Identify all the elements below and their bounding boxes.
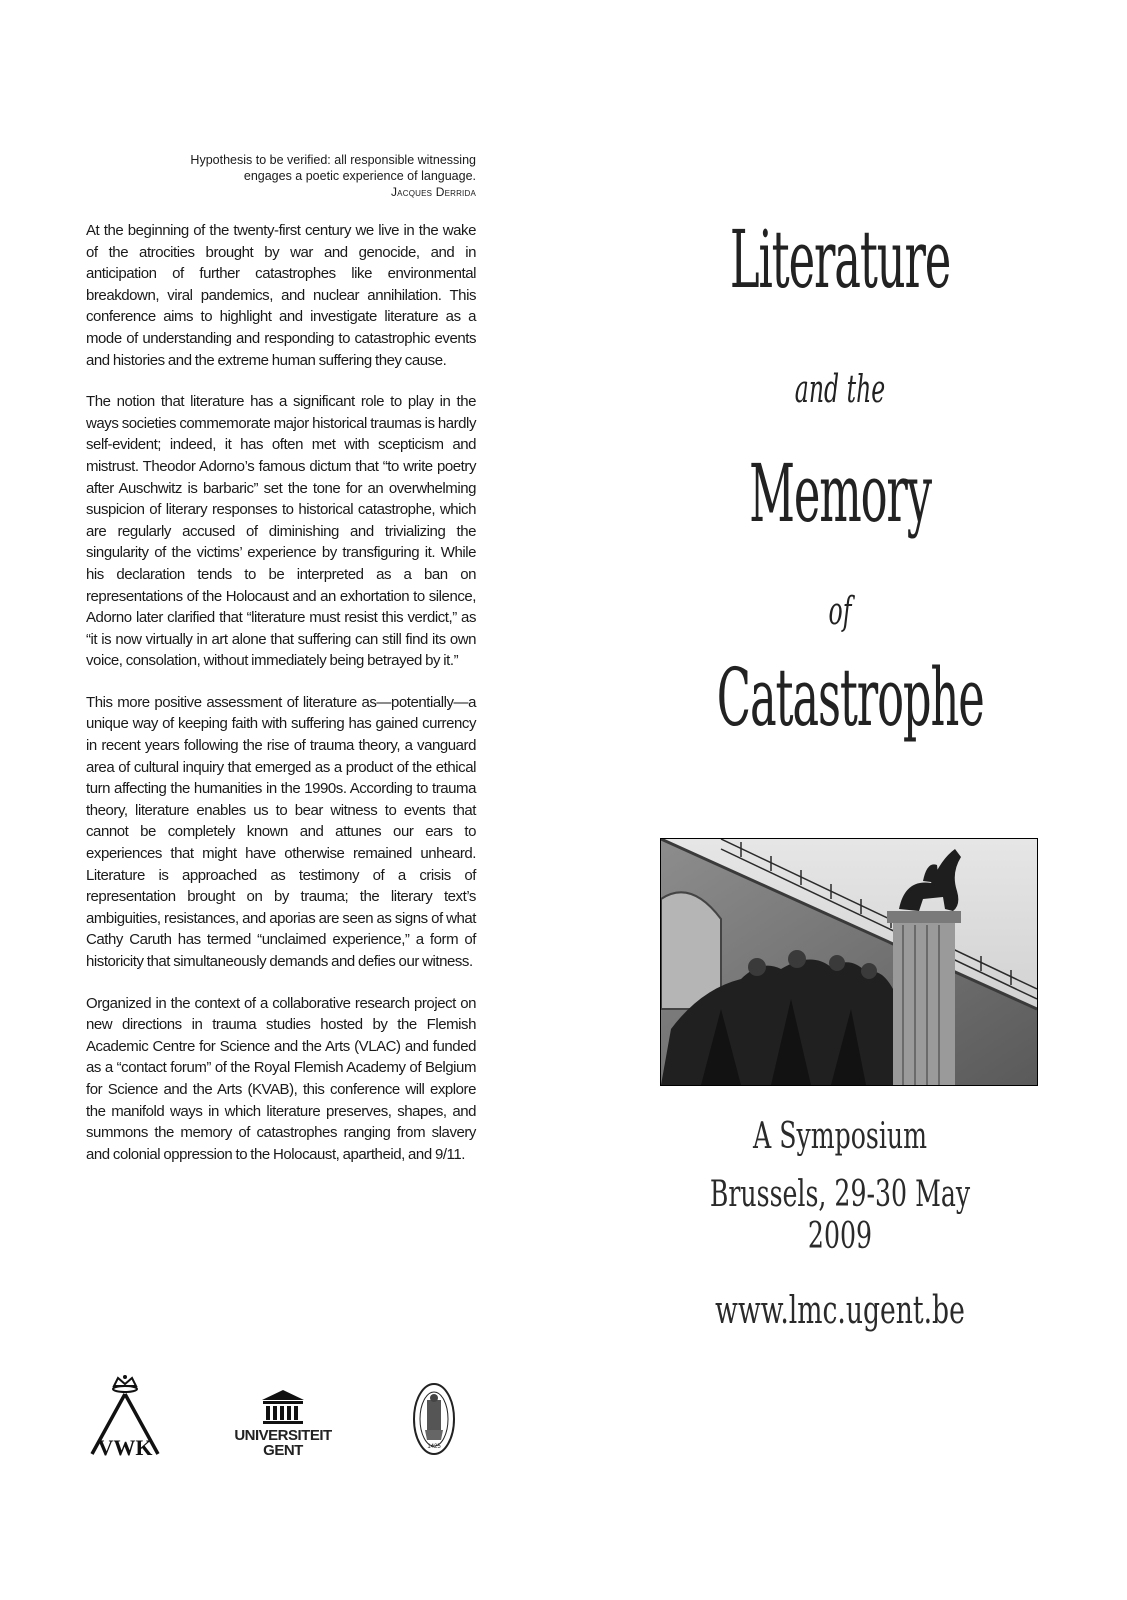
ugent-name-line-2: GENT [263, 1442, 303, 1459]
event-name: A Symposium [752, 1116, 928, 1157]
title-and-the: and the [794, 367, 886, 411]
monument-photo [660, 838, 1038, 1086]
svg-text:1425: 1425 [427, 1444, 441, 1450]
title-catastrophe: Catastrophe [716, 651, 984, 744]
kvab-logo [86, 1374, 164, 1458]
paragraph-4: Organized in the context of a collaborative research project on new directions in trauma studies hosted by the Flemish Academic Centre for Science and the Arts (VLAC) and funded as a “contact forum” of the Royal Flemish Academy of Belgium for Science and the Arts (KVAB), this conference will explore the manifold ways in which literature preserves, shapes, and summons the memory of catastrophes ranging from slavery and colonial oppression to the Holocaust, apartheid, and 9/11. [86, 994, 476, 1163]
paragraph-3: This more positive assessment of literature as—potentially—a unique way of keeping faith with suffering has gained currency in recent years following the rise of trauma theory, a vanguard area of cultural inquiry that emerged as a product of the ethical turn affecting the humanities in the 1990s. According to trauma theory, literature enables us to bear witness to events that cannot be completely known and attunes our ears to experiences that might have otherwise remained unheard. Literature is approached as testimony of a crisis of representation brought on by trauma; the literary text’s ambiguities, resistances, and aporias are seen as signs of what Cathy Caruth has termed “unclaimed experience,” a form of historicity that simultaneously demands and defies our witness. [86, 693, 476, 970]
epigraph-author: Jacques Derrida [390, 185, 476, 199]
left-column [86, 152, 476, 1185]
logo-row [86, 1374, 476, 1464]
ugent-logo [232, 1388, 334, 1460]
paragraph-1: At the beginning of the twenty-first century we live in the wake of the atrocities brought by war and genocide, and in anticipation of further catastrophes like environmental breakdown, viral pandemics, and nuclear annihilation. This conference aims to highlight and investigate literature as a mode of understanding and responding to catastrophic events and histories and the extreme human suffering they cause. [86, 222, 476, 369]
title-of: of [828, 589, 852, 633]
university-seal-logo [412, 1382, 456, 1456]
paragraph-2: The notion that literature has a significant role to play in the ways societies commemorate major historical traumas is hardly self-evident; indeed, it has often met with scepticism and mistrust. Theodor Adorno’s famous dictum that “to write poetry after Auschwitz is barbaric” set the tone for an overwhelming suspicion of literary responses to historical catastrophe, which are regularly accused of diminishing and trivializing the singularity of the victims’ experience by transfiguring it. While his declaration tends to be interpreted as a ban on representations of the Holocaust and an exhortation to silence, Adorno later clarified that “literature must resist this verdict,” as “it is now virtually in art alone that suffering can still find its own voice, consolation, without immediately being betrayed by it.” [86, 393, 476, 670]
epigraph-line-2: engages a poetic experience of language. [243, 169, 476, 183]
event-website-link[interactable]: www.lmc.ugent.be [715, 1288, 965, 1332]
title-memory: Memory [749, 447, 931, 540]
epigraph-line-1: Hypothesis to be verified: all responsible witnessing [190, 153, 476, 167]
ugent-name-line-1: UNIVERSITEIT [234, 1427, 332, 1444]
svg-text:VWK: VWK [97, 1435, 153, 1458]
epigraph [86, 152, 476, 200]
title-literature: Literature [729, 213, 951, 306]
event-place-date: Brussels, 29-30 May 2009 [709, 1174, 971, 1257]
